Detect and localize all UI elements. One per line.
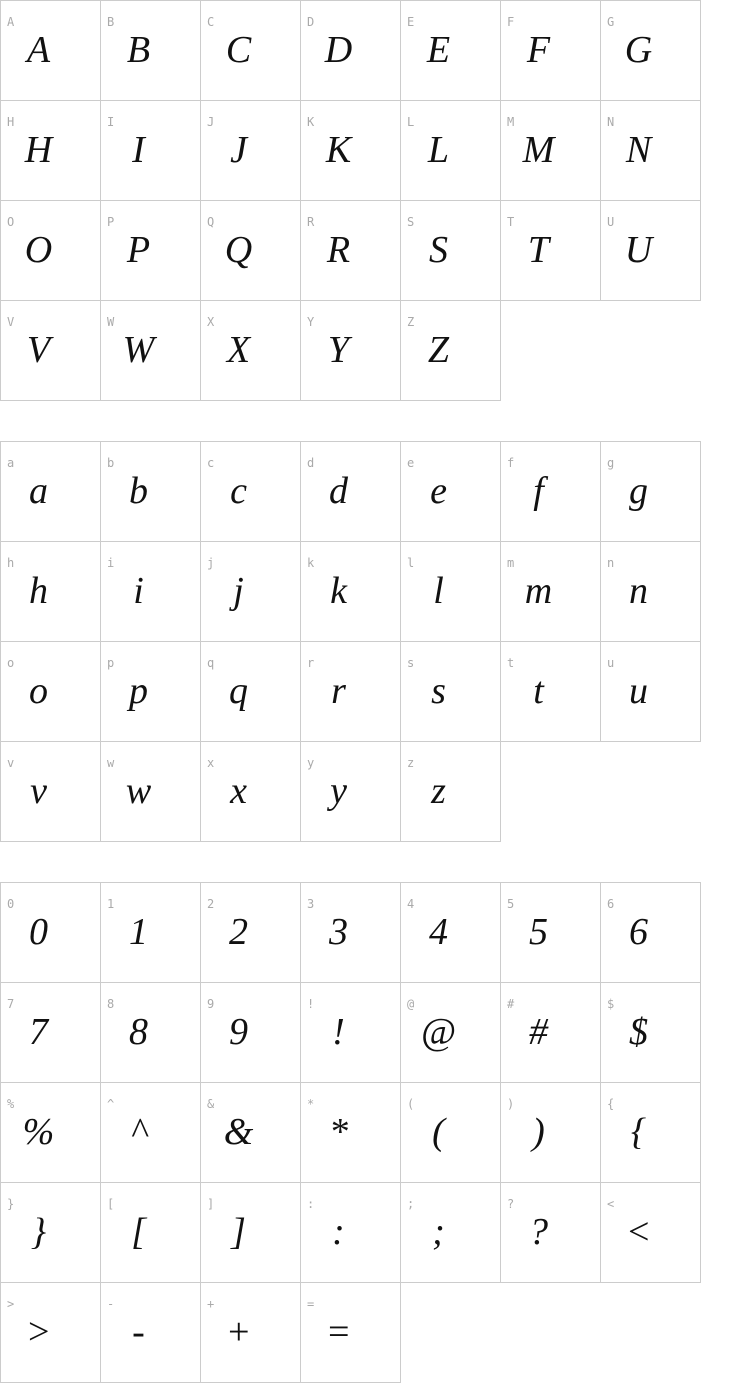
- glyph-row: [1, 742, 701, 842]
- cell-glyph: 6: [629, 911, 648, 953]
- cell-glyph: 8: [129, 1011, 148, 1053]
- cell-corner-label: J: [207, 115, 215, 129]
- cell-corner-label: j: [207, 556, 215, 570]
- cell-corner-label: :: [307, 1197, 315, 1211]
- cell-corner-label: U: [607, 215, 615, 229]
- cell-corner-label: k: [307, 556, 315, 570]
- cell-glyph: o: [29, 670, 48, 712]
- glyph-cell: [1, 442, 101, 542]
- cell-glyph: k: [330, 570, 347, 612]
- glyph-cell: [1, 642, 101, 742]
- cell-corner-label: +: [207, 1297, 215, 1311]
- cell-glyph: r: [331, 670, 346, 712]
- glyph-cell: [101, 442, 201, 542]
- cell-glyph: 4: [429, 911, 448, 953]
- glyph-cell: [201, 101, 301, 201]
- cell-glyph: U: [624, 229, 653, 271]
- cell-corner-label: D: [307, 15, 315, 29]
- glyph-cell: [101, 201, 201, 301]
- glyph-cell: [1, 1283, 101, 1383]
- cell-corner-label: g: [607, 456, 615, 470]
- cell-corner-label: E: [407, 15, 415, 29]
- cell-corner-label: >: [7, 1297, 15, 1311]
- cell-glyph: n: [629, 570, 648, 612]
- glyph-row: [1, 542, 701, 642]
- cell-glyph: D: [324, 29, 353, 71]
- cell-corner-label: C: [207, 15, 215, 29]
- cell-corner-label: N: [607, 115, 615, 129]
- cell-glyph: V: [26, 329, 51, 371]
- cell-corner-label: B: [107, 15, 115, 29]
- glyph-cell: [501, 1, 601, 101]
- cell-glyph: P: [126, 229, 151, 271]
- cell-corner-label: ;: [407, 1197, 415, 1211]
- cell-glyph: a: [29, 470, 48, 512]
- cell-glyph: X: [226, 329, 251, 371]
- glyph-cell: [501, 1083, 601, 1183]
- glyph-cell: [101, 642, 201, 742]
- cell-corner-label: (: [407, 1097, 415, 1111]
- cell-glyph: S: [429, 229, 448, 271]
- glyph-row: [1, 301, 701, 401]
- cell-corner-label: A: [7, 15, 15, 29]
- glyph-cell: [1, 301, 101, 401]
- glyph-cell: [301, 883, 401, 983]
- cell-glyph: s: [431, 670, 446, 712]
- glyph-table-numbers-and-symbols: [0, 882, 701, 1383]
- cell-corner-label: }: [7, 1197, 15, 1211]
- cell-corner-label: !: [307, 997, 315, 1011]
- glyph-cell: [1, 883, 101, 983]
- glyph-cell: [401, 201, 501, 301]
- glyph-cell: [501, 883, 601, 983]
- cell-glyph: R: [326, 229, 351, 271]
- cell-glyph: d: [329, 470, 348, 512]
- cell-corner-label: G: [607, 15, 615, 29]
- cell-corner-label: [: [107, 1197, 115, 1211]
- cell-glyph: b: [129, 470, 148, 512]
- glyph-row: [1, 1083, 701, 1183]
- cell-corner-label: t: [507, 656, 515, 670]
- cell-corner-label: &: [207, 1097, 215, 1111]
- cell-glyph: E: [426, 29, 451, 71]
- cell-corner-label: X: [207, 315, 215, 329]
- cell-glyph: Q: [224, 229, 253, 271]
- cell-glyph: w: [125, 770, 152, 812]
- glyph-cell: [601, 883, 701, 983]
- cell-corner-label: u: [607, 656, 615, 670]
- cell-corner-label: 7: [7, 997, 15, 1011]
- glyph-row: [1, 1183, 701, 1283]
- cell-corner-label: v: [7, 756, 15, 770]
- glyph-cell: [301, 742, 401, 842]
- cell-corner-label: Z: [407, 315, 415, 329]
- cell-corner-label: 4: [407, 897, 415, 911]
- glyph-cell: [301, 542, 401, 642]
- glyph-cell: [1, 201, 101, 301]
- glyph-table-lowercase-letters: [0, 441, 701, 842]
- cell-glyph: L: [427, 129, 450, 171]
- cell-corner-label: p: [107, 656, 115, 670]
- cell-glyph: 0: [29, 911, 48, 953]
- glyph-cell: [201, 442, 301, 542]
- cell-glyph: x: [230, 770, 247, 812]
- cell-glyph: >: [25, 1311, 52, 1353]
- cell-glyph: g: [629, 470, 648, 512]
- glyph-cell: [401, 983, 501, 1083]
- glyph-cell: [401, 1183, 501, 1283]
- cell-corner-label: m: [507, 556, 515, 570]
- glyph-cell: [501, 201, 601, 301]
- glyph-cell: [501, 642, 601, 742]
- glyph-cell: [301, 1283, 401, 1383]
- cell-corner-label: ]: [207, 1197, 215, 1211]
- glyph-cell: [1, 1083, 101, 1183]
- cell-corner-label: 0: [7, 897, 15, 911]
- glyph-cell: [601, 201, 701, 301]
- cell-corner-label: 1: [107, 897, 115, 911]
- cell-glyph: +: [225, 1311, 252, 1353]
- glyph-cell: [201, 1283, 301, 1383]
- cell-corner-label: 2: [207, 897, 215, 911]
- cell-corner-label: @: [407, 997, 415, 1011]
- cell-glyph: &: [223, 1111, 254, 1153]
- cell-glyph: ): [532, 1111, 545, 1153]
- cell-glyph: $: [629, 1011, 648, 1053]
- cell-glyph: 2: [229, 911, 248, 953]
- cell-glyph: #: [529, 1011, 548, 1053]
- cell-glyph: j: [233, 570, 244, 612]
- cell-glyph: <: [625, 1211, 652, 1253]
- glyph-cell: [501, 542, 601, 642]
- cell-corner-label: w: [107, 756, 115, 770]
- cell-corner-label: ): [507, 1097, 515, 1111]
- cell-glyph: K: [325, 129, 352, 171]
- cell-corner-label: <: [607, 1197, 615, 1211]
- glyph-cell: [601, 1, 701, 101]
- cell-glyph: 5: [529, 911, 548, 953]
- glyph-cell: [201, 301, 301, 401]
- glyph-row: [1, 983, 701, 1083]
- cell-glyph: y: [330, 770, 347, 812]
- cell-corner-label: a: [7, 456, 15, 470]
- glyph-cell: [601, 1183, 701, 1283]
- cell-glyph: i: [133, 570, 144, 612]
- glyph-cell: [1, 983, 101, 1083]
- glyph-cell: [1, 1183, 101, 1283]
- glyph-cell: [401, 1083, 501, 1183]
- glyph-cell: [401, 542, 501, 642]
- glyph-cell: [201, 201, 301, 301]
- glyph-cell: [501, 983, 601, 1083]
- cell-corner-label: T: [507, 215, 515, 229]
- glyph-row: [1, 1, 701, 101]
- cell-glyph: u: [629, 670, 648, 712]
- cell-glyph: G: [624, 29, 653, 71]
- cell-glyph: J: [230, 129, 247, 171]
- glyph-cell: [401, 883, 501, 983]
- cell-corner-label: W: [107, 315, 115, 329]
- glyph-cell: [1, 101, 101, 201]
- glyph-row: [1, 201, 701, 301]
- glyph-cell: [301, 301, 401, 401]
- cell-corner-label: Y: [307, 315, 315, 329]
- glyph-row: [1, 642, 701, 742]
- glyph-cell: [601, 983, 701, 1083]
- cell-corner-label: I: [107, 115, 115, 129]
- cell-corner-label: P: [107, 215, 115, 229]
- cell-glyph: {: [630, 1111, 647, 1153]
- cell-corner-label: z: [407, 756, 415, 770]
- glyph-cell: [401, 101, 501, 201]
- glyph-cell: [201, 1183, 301, 1283]
- cell-glyph: v: [30, 770, 47, 812]
- cell-glyph: B: [126, 29, 151, 71]
- glyph-cell: [401, 442, 501, 542]
- cell-glyph: -: [132, 1311, 145, 1353]
- glyph-cell: [1, 542, 101, 642]
- cell-glyph: t: [533, 670, 544, 712]
- cell-corner-label: l: [407, 556, 415, 570]
- glyph-cell: [601, 1083, 701, 1183]
- cell-glyph: ]: [231, 1211, 246, 1253]
- cell-glyph: 1: [129, 911, 148, 953]
- cell-glyph: !: [332, 1011, 345, 1053]
- cell-glyph: A: [26, 29, 51, 71]
- glyph-cell: [101, 1283, 201, 1383]
- cell-corner-label: ?: [507, 1197, 515, 1211]
- cell-glyph: T: [527, 229, 550, 271]
- cell-corner-label: R: [307, 215, 315, 229]
- cell-corner-label: *: [307, 1097, 315, 1111]
- glyph-cell: [101, 1083, 201, 1183]
- cell-corner-label: O: [7, 215, 15, 229]
- glyph-cell: [101, 101, 201, 201]
- glyph-cell: [101, 742, 201, 842]
- cell-corner-label: Q: [207, 215, 215, 229]
- cell-glyph: f: [533, 470, 544, 512]
- cell-corner-label: -: [107, 1297, 115, 1311]
- glyph-cell: [601, 101, 701, 201]
- glyph-cell: [201, 542, 301, 642]
- glyph-row: [1, 101, 701, 201]
- cell-corner-label: S: [407, 215, 415, 229]
- glyph-row: [1, 883, 701, 983]
- cell-glyph: M: [522, 129, 555, 171]
- cell-glyph: :: [332, 1211, 345, 1253]
- glyph-cell: [101, 983, 201, 1083]
- glyph-cell: [601, 442, 701, 542]
- cell-glyph: @: [421, 1011, 456, 1053]
- cell-corner-label: 5: [507, 897, 515, 911]
- glyph-cell: [101, 542, 201, 642]
- glyph-row: [1, 1283, 701, 1383]
- cell-glyph: c: [230, 470, 247, 512]
- glyph-cell: [201, 642, 301, 742]
- cell-glyph: (: [432, 1111, 445, 1153]
- cell-corner-label: b: [107, 456, 115, 470]
- glyph-cell: [301, 1, 401, 101]
- glyph-cell: [201, 1083, 301, 1183]
- cell-corner-label: %: [7, 1097, 15, 1111]
- cell-corner-label: 3: [307, 897, 315, 911]
- cell-glyph: I: [132, 129, 145, 171]
- cell-corner-label: o: [7, 656, 15, 670]
- cell-corner-label: x: [207, 756, 215, 770]
- cell-glyph: [: [131, 1211, 146, 1253]
- glyph-cell: [301, 442, 401, 542]
- cell-glyph: z: [431, 770, 446, 812]
- cell-corner-label: c: [207, 456, 215, 470]
- cell-glyph: C: [225, 29, 252, 71]
- cell-corner-label: 9: [207, 997, 215, 1011]
- cell-glyph: %: [22, 1111, 55, 1153]
- cell-corner-label: 6: [607, 897, 615, 911]
- cell-glyph: =: [325, 1311, 352, 1353]
- cell-corner-label: M: [507, 115, 515, 129]
- glyph-cell: [101, 1183, 201, 1283]
- glyph-cell: [601, 642, 701, 742]
- cell-corner-label: H: [7, 115, 15, 129]
- cell-corner-label: s: [407, 656, 415, 670]
- cell-corner-label: i: [107, 556, 115, 570]
- glyph-cell: [101, 1, 201, 101]
- cell-corner-label: #: [507, 997, 515, 1011]
- cell-glyph: W: [122, 329, 155, 371]
- glyph-cell: [301, 983, 401, 1083]
- glyph-cell: [201, 983, 301, 1083]
- cell-glyph: q: [229, 670, 248, 712]
- cell-glyph: 9: [229, 1011, 248, 1053]
- glyph-row: [1, 442, 701, 542]
- cell-glyph: l: [433, 570, 444, 612]
- glyph-cell: [1, 742, 101, 842]
- cell-corner-label: y: [307, 756, 315, 770]
- cell-corner-label: d: [307, 456, 315, 470]
- glyph-cell: [301, 1083, 401, 1183]
- glyph-cell: [101, 883, 201, 983]
- cell-glyph: N: [625, 129, 652, 171]
- cell-glyph: ?: [529, 1211, 548, 1253]
- cell-corner-label: F: [507, 15, 515, 29]
- glyph-cell: [301, 101, 401, 201]
- cell-glyph: 3: [329, 911, 348, 953]
- glyph-cell: [501, 101, 601, 201]
- cell-corner-label: f: [507, 456, 515, 470]
- glyph-cell: [301, 1183, 401, 1283]
- cell-glyph: m: [524, 570, 553, 612]
- glyph-cell: [401, 642, 501, 742]
- cell-corner-label: e: [407, 456, 415, 470]
- glyph-cell: [201, 1, 301, 101]
- cell-glyph: Z: [427, 329, 450, 371]
- glyph-cell: [501, 1183, 601, 1283]
- glyph-cell: [101, 301, 201, 401]
- cell-corner-label: V: [7, 315, 15, 329]
- glyph-cell: [201, 883, 301, 983]
- glyph-cell: [301, 642, 401, 742]
- cell-glyph: O: [24, 229, 53, 271]
- cell-glyph: F: [526, 29, 551, 71]
- glyph-cell: [501, 442, 601, 542]
- glyph-cell: [401, 301, 501, 401]
- glyph-cell: [1, 1, 101, 101]
- cell-corner-label: 8: [107, 997, 115, 1011]
- cell-corner-label: =: [307, 1297, 315, 1311]
- cell-corner-label: n: [607, 556, 615, 570]
- cell-corner-label: q: [207, 656, 215, 670]
- cell-glyph: H: [24, 129, 53, 171]
- cell-glyph: p: [129, 670, 148, 712]
- cell-glyph: *: [329, 1111, 348, 1153]
- cell-glyph: e: [430, 470, 447, 512]
- glyph-cell: [201, 742, 301, 842]
- cell-glyph: ^: [130, 1111, 147, 1153]
- glyph-cell: [401, 742, 501, 842]
- cell-corner-label: h: [7, 556, 15, 570]
- cell-corner-label: {: [607, 1097, 615, 1111]
- cell-corner-label: K: [307, 115, 315, 129]
- cell-corner-label: r: [307, 656, 315, 670]
- cell-glyph: ;: [432, 1211, 445, 1253]
- cell-glyph: Y: [327, 329, 350, 371]
- cell-corner-label: $: [607, 997, 615, 1011]
- cell-corner-label: ^: [107, 1097, 115, 1111]
- glyph-cell: [401, 1, 501, 101]
- cell-glyph: h: [29, 570, 48, 612]
- glyph-table-uppercase-letters: [0, 0, 701, 401]
- glyph-cell: [601, 542, 701, 642]
- cell-glyph: 7: [29, 1011, 48, 1053]
- glyph-cell: [301, 201, 401, 301]
- cell-corner-label: L: [407, 115, 415, 129]
- cell-glyph: }: [30, 1211, 47, 1253]
